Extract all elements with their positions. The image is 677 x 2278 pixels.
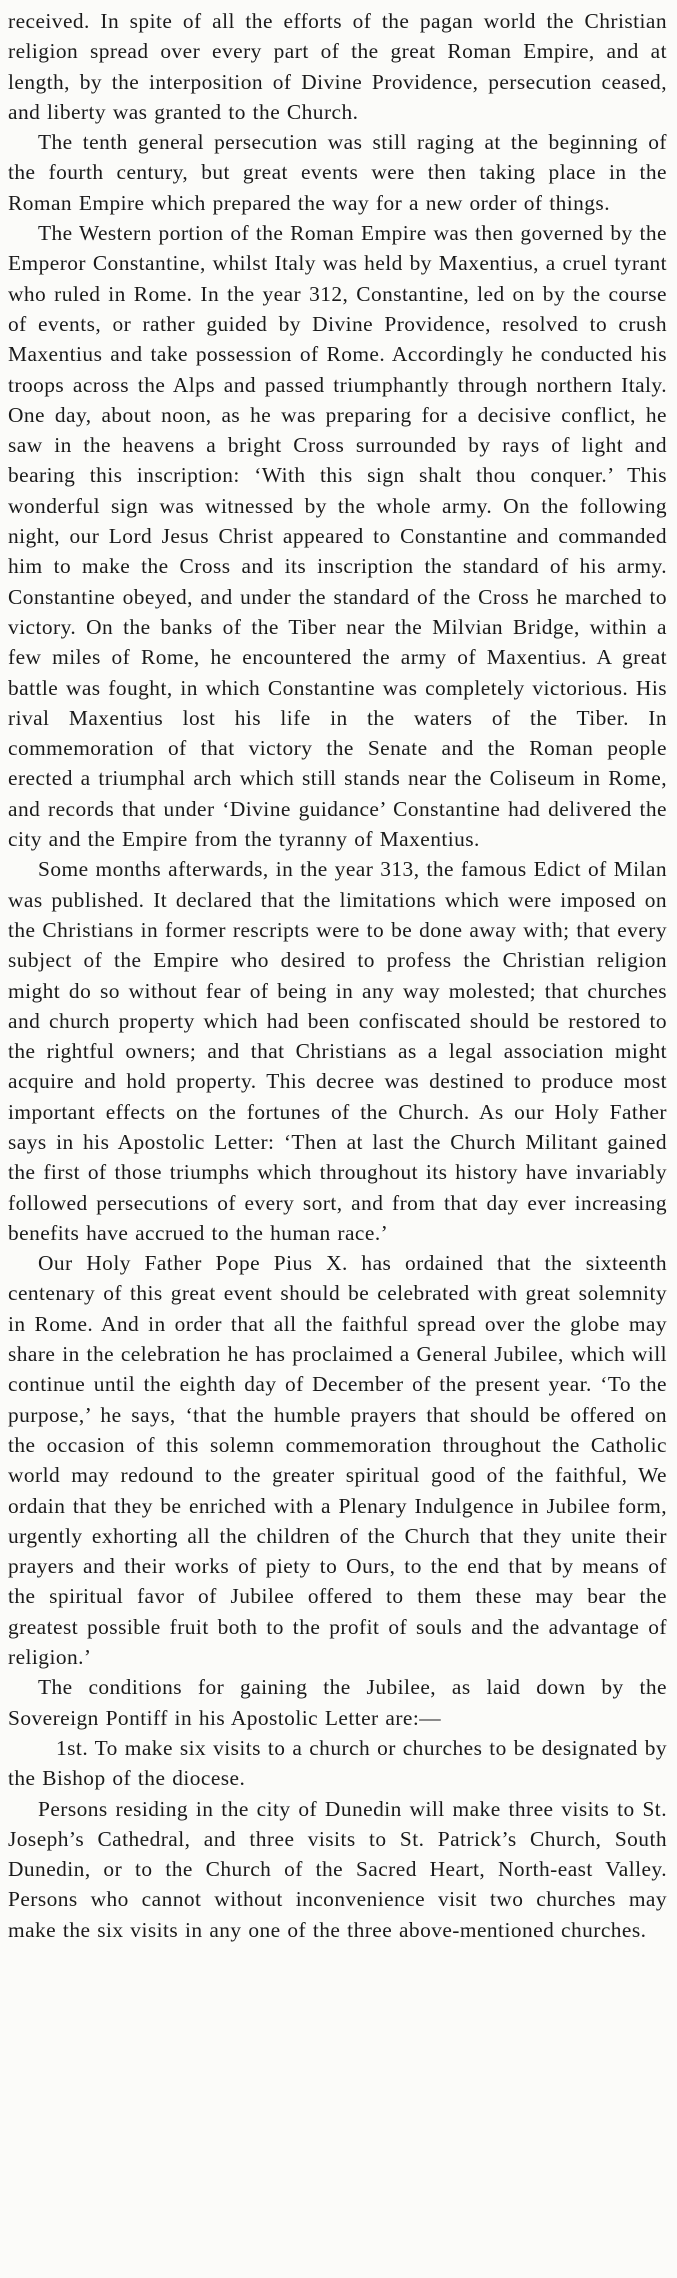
paragraph-jubilee-proclamation: Our Holy Father Pope Pius X. has ordained that the sixteenth centenary of this great event should be celebrated with great solemnity in Rome. And in order that all the faithful spread over the globe may share in the celebration he has proclaimed a General Jubilee, which will continue until the eighth day of December of the present year. ‘To the purpose,’ he says, ‘that the humble prayers that should be offered on the occasion of this solemn commemoration throughout the Catholic world may redound to the greater spiritual good of the faithful, We ordain that they be enriched with a Plenary Indulgence in Jubilee form, urgently exhorting all the children of the Church that they unite their prayers and their works of piety to Ours, to the end that by means of the spiritual favor of Jubilee offered to them these may bear the greatest possible fruit both to the profit of souls and the advantage of religion.’ — [8, 1251, 667, 1670]
paragraph-condition-first: 1st. To make six visits to a church or churches to be designated by the Bishop of the diocese. — [8, 1735, 667, 1791]
paragraph-constantine-victory: The Western portion of the Roman Empire was then governed by the Emperor Constantine, whilst Italy was held by Maxentius, a cruel tyrant who ruled in Rome. In the year 312, Constantine, led on by the course of events, or rather guided by Divine Providence, resolved to crush Maxentius and take possession of Rome. Accordingly he conducted his troops across the Alps and passed triumphantly through northern Italy. One day, about noon, as he was preparing for a decisive conflict, he saw in the heavens a bright Cross surrounded by rays of light and bearing this inscription: ‘With this sign shalt thou conquer.’ This wonderful sign was witnessed by the whole army. On the following night, our Lord Jesus Christ appeared to Constantine and commanded him to make the Cross and its inscription the standard of his army. Constantine obeyed, and under the standard of the Cross he marched to victory. On the banks of the Tiber near the Milvian Bridge, within a few miles of Rome, he encountered the army of Maxentius. A great battle was fought, in which Constantine was completely victorious. His rival Maxentius lost his life in the waters of the Tiber. In commemoration of that victory the Senate and the Roman people erected a triumphal arch which still stands near the Coliseum in Rome, and records that under ‘Divine guidance’ Constantine had delivered the city and the Empire from the tyranny of Maxentius. — [8, 221, 667, 852]
paragraph-tenth-persecution: The tenth general persecution was still raging at the beginning of the fourth century, but great events were then taking place in the Roman Empire which prepared the way for a new order of things. — [8, 130, 667, 215]
paragraph-persecution-ceased: received. In spite of all the efforts of the pagan world the Christian religion spread over every part of the great Roman Empire, and at length, by the interposition of Divine Providence, persecution ceased, and liberty was granted to the Church. — [8, 9, 667, 124]
paragraph-jubilee-conditions: The conditions for gaining the Jubilee, as laid down by the Sovereign Pontiff in his Apostolic Letter are:— — [8, 1675, 667, 1730]
paragraph-dunedin-visits: Persons residing in the city of Dunedin will make three visits to St. Joseph’s Cathedral, and three visits to St. Patrick’s Church, South Dunedin, or to the Church of the Sacred Heart, North-east Valley. Persons who cannot without inconvenience visit two churches may make the six visits in any one of the three above-mentioned churches. — [8, 1796, 667, 1942]
paragraph-edict-of-milan: Some months afterwards, in the year 313, the famous Edict of Milan was published. It declared that the limitations which were imposed on the Christians in former rescripts were to be done away with; that every subject of the Empire who desired to profess the Christian religion might do so without fear of being in any way molested; that churches and church property which had been confiscated should be restored to the rightful owners; and that Christians as a legal association might acquire and hold property. This decree was destined to produce most important effects on the fortunes of the Church. As our Holy Father says in his Apostolic Letter: ‘Then at last the Church Militant gained the first of those triumphs which throughout its history have invariably followed persecutions of every sort, and from that day ever increasing benefits have accrued to the human race.’ — [8, 857, 667, 1245]
